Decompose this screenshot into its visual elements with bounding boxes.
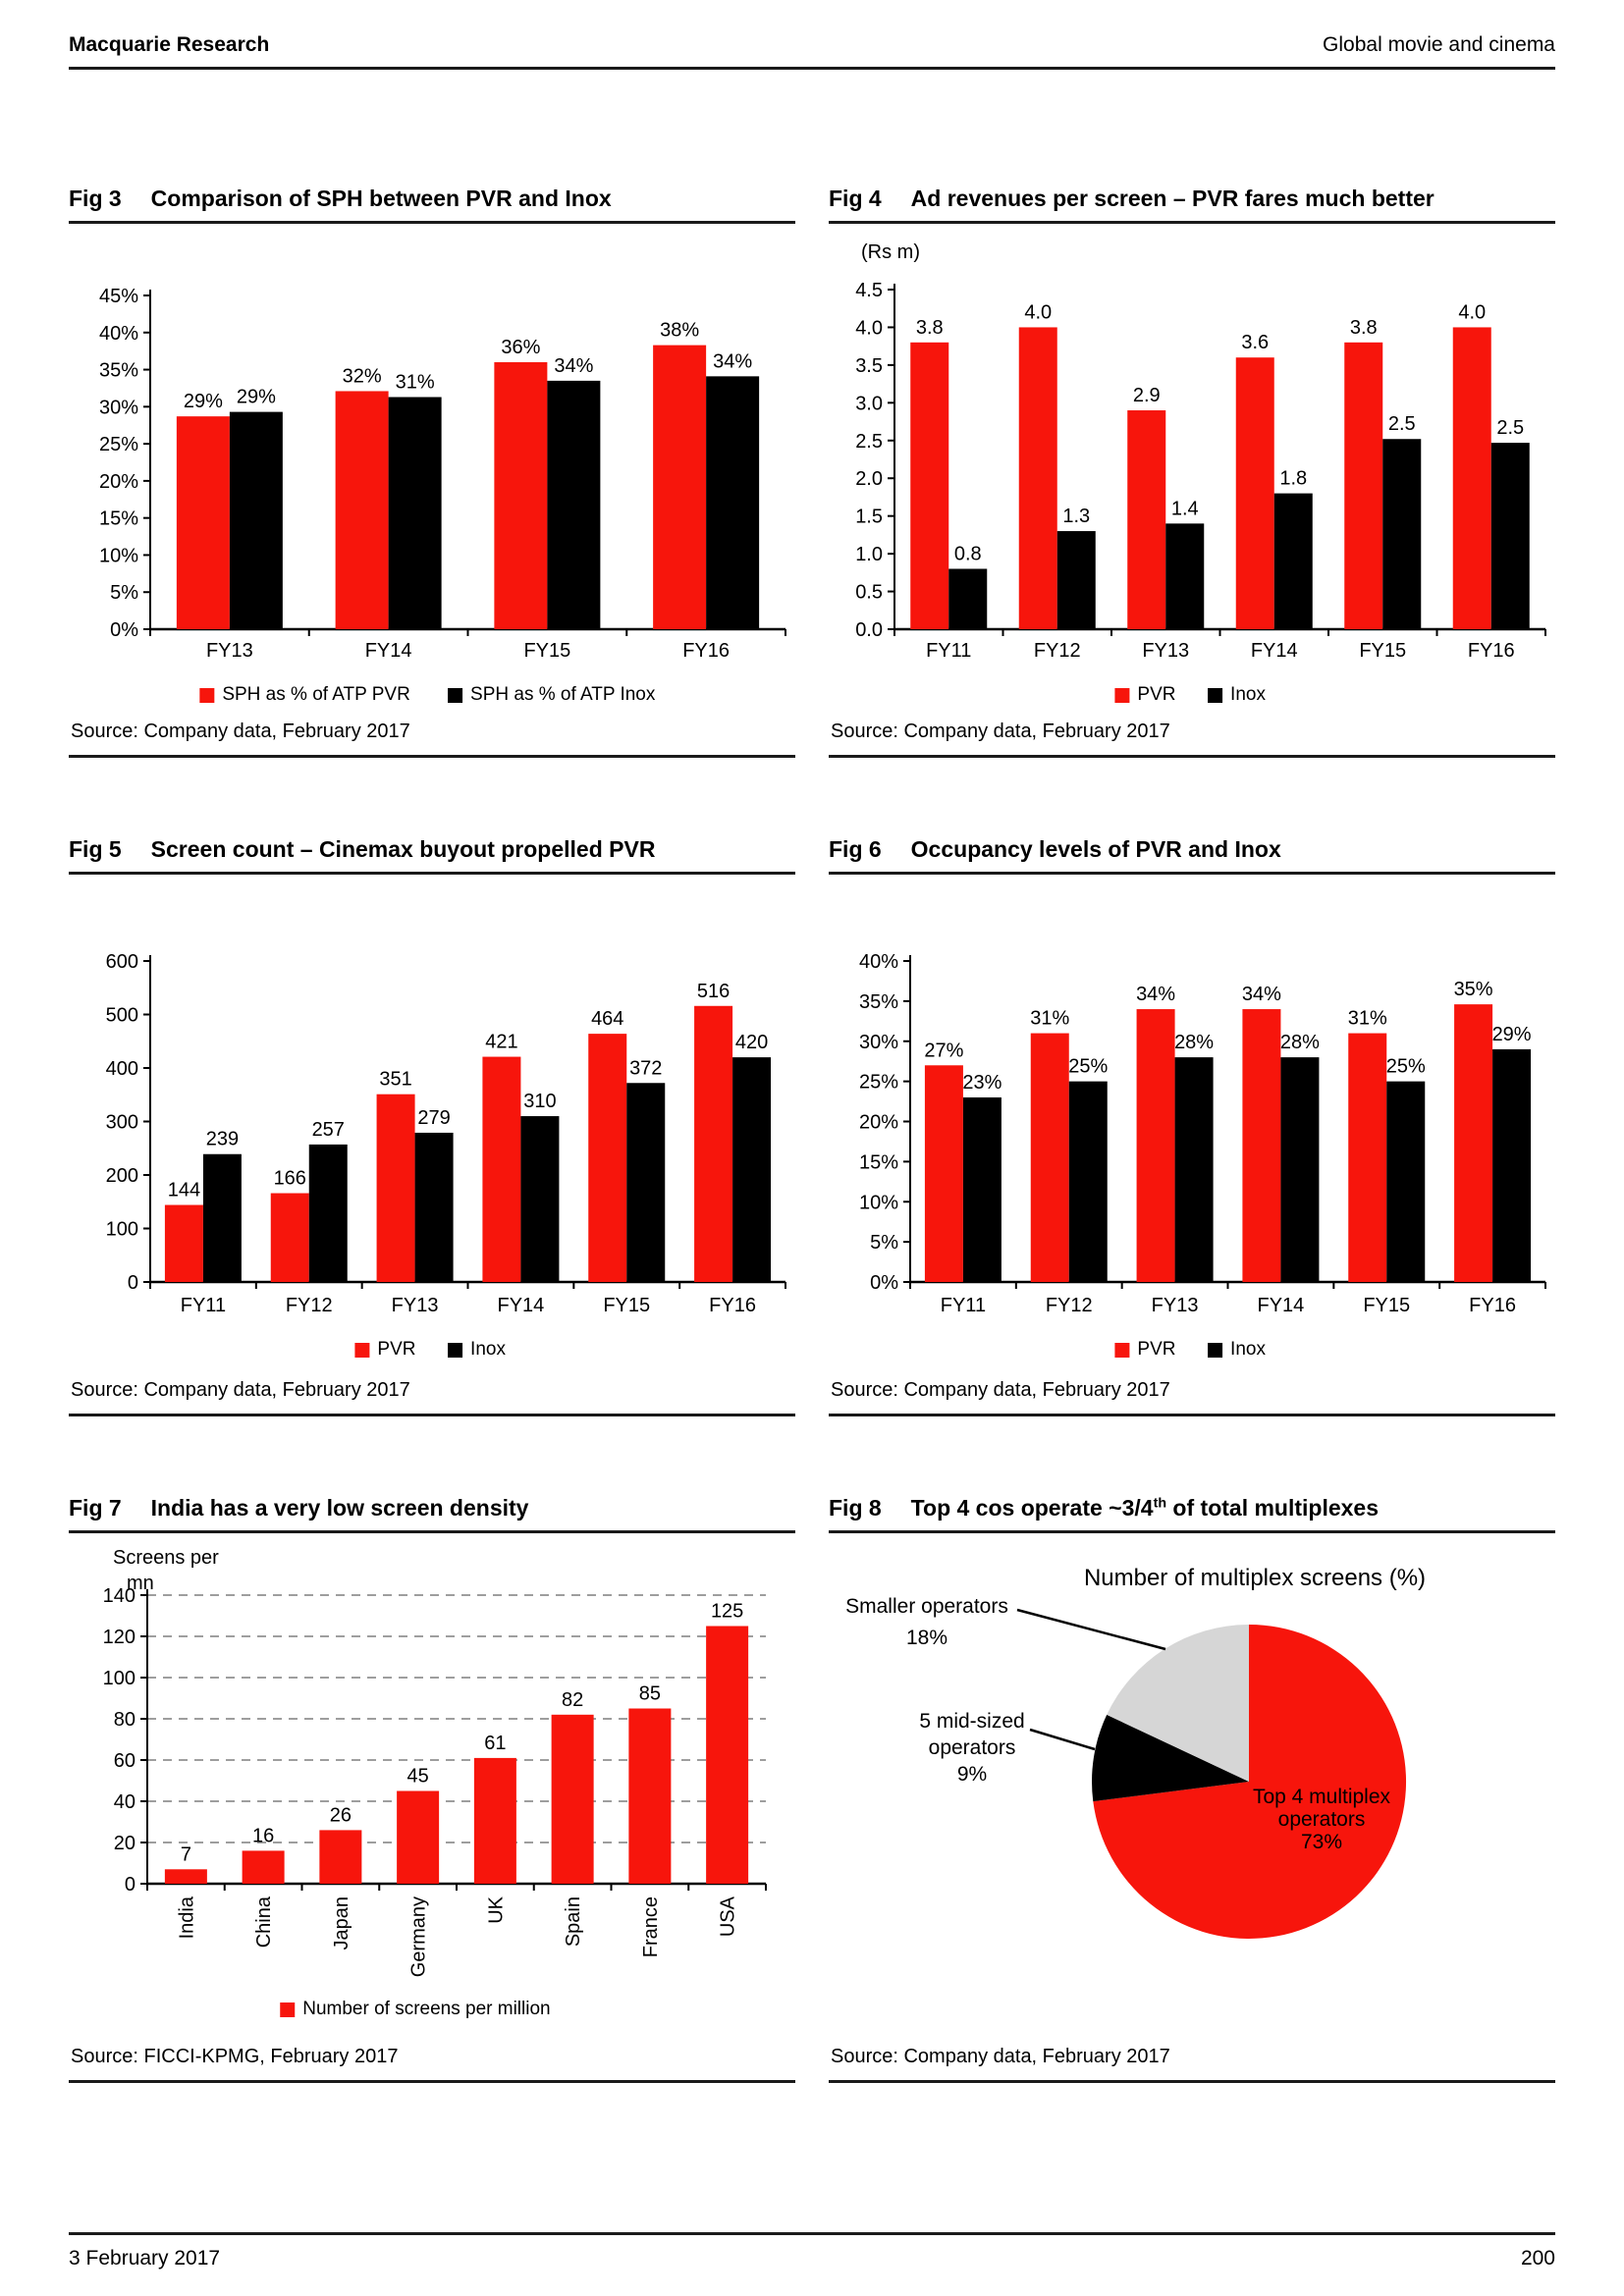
y-tick-label: 20% (98, 470, 138, 493)
slice-label: 9% (956, 1763, 988, 1786)
y-tick-label: 100 (102, 1668, 135, 1689)
bar (520, 1116, 559, 1282)
leader-line (1017, 1610, 1165, 1649)
y-tick-label: 1.5 (855, 506, 883, 528)
category-label: FY15 (523, 640, 571, 662)
y-tick-label: 200 (105, 1165, 138, 1187)
figure-5-label: Fig 5 (69, 836, 122, 862)
value-label: 372 (629, 1057, 663, 1080)
category-label: FY15 (1363, 1295, 1411, 1316)
chart-title: Number of multiplex screens (%) (1083, 1565, 1427, 1591)
figure-3-title (69, 186, 795, 224)
category-label: FY11 (926, 640, 972, 662)
figure-5-title (69, 836, 795, 875)
value-label: 125 (710, 1600, 744, 1623)
category-label: FY14 (364, 640, 412, 662)
figure-6-chart (829, 882, 1555, 1373)
fig5-svg (69, 882, 795, 1373)
value-label: 4.0 (1024, 301, 1053, 324)
legend-label: Number of screens per million (302, 1999, 551, 2019)
axis-title: mn (127, 1573, 154, 1594)
value-label: 516 (696, 980, 731, 1002)
bar (243, 1850, 285, 1884)
bar (1175, 1057, 1214, 1282)
value-label: 27% (924, 1040, 964, 1062)
value-label: 61 (484, 1732, 507, 1754)
bar (1236, 357, 1274, 629)
bar (732, 1057, 771, 1282)
category-label: FY12 (1033, 640, 1081, 662)
value-label: 2.5 (1496, 417, 1525, 440)
y-tick-label: 30% (98, 397, 138, 419)
bar (1057, 531, 1096, 629)
figure-5-heading: Screen count – Cinemax buyout propelled PVR (150, 836, 656, 862)
figure-3-source: Source: Company data, February 2017 (69, 715, 795, 758)
bar (1242, 1009, 1280, 1282)
bar (910, 343, 948, 629)
value-label: 32% (342, 365, 382, 388)
value-label: 3.6 (1241, 332, 1270, 354)
bar (1454, 1004, 1492, 1282)
y-tick-label: 0.5 (855, 581, 883, 604)
value-label: 31% (395, 371, 435, 394)
category-label: FY16 (682, 640, 731, 662)
figure-4-chart (829, 232, 1555, 715)
value-label: 2.5 (1387, 413, 1416, 436)
value-label: 464 (591, 1008, 624, 1031)
legend-swatch (280, 2002, 295, 2017)
y-tick-label: 20 (113, 1833, 135, 1854)
y-tick-label: 140 (102, 1585, 135, 1607)
value-label: 4.0 (1458, 301, 1487, 324)
figure-7-source: Source: FICCI-KPMG, February 2017 (69, 2040, 795, 2083)
header-report-title: Global movie and cinema (1323, 33, 1555, 56)
figure-8-title (829, 1495, 1555, 1533)
y-tick-label: 2.5 (855, 430, 883, 453)
y-tick-label: 40% (858, 951, 898, 973)
figure-4-title (829, 186, 1555, 224)
y-tick-label: 100 (105, 1218, 138, 1241)
figure-4-heading: Ad revenues per screen – PVR fares much better (910, 186, 1435, 211)
category-label: Japan (330, 1896, 352, 1950)
figure-7-label: Fig 7 (69, 1495, 122, 1521)
figure-5 (69, 836, 795, 1416)
y-tick-label: 4.0 (855, 317, 883, 340)
bar (694, 1006, 732, 1282)
legend-swatch (1114, 1343, 1129, 1358)
value-label: 2.9 (1132, 385, 1161, 407)
bar (1031, 1034, 1069, 1282)
figure-6-heading: Occupancy levels of PVR and Inox (910, 836, 1281, 862)
y-tick-label: 45% (98, 286, 138, 307)
legend-swatch (1208, 688, 1222, 703)
figure-8 (829, 1495, 1555, 2083)
y-tick-label: 120 (102, 1627, 135, 1648)
y-tick-label: 0 (124, 1874, 135, 1896)
category-label: FY14 (497, 1295, 545, 1316)
bar (925, 1065, 963, 1282)
slice-label: 18% (905, 1627, 948, 1649)
figure-6 (829, 836, 1555, 1416)
bar (552, 1715, 594, 1884)
value-label: 31% (1030, 1007, 1070, 1030)
fig4-svg (829, 232, 1555, 715)
value-label: 34% (1136, 984, 1176, 1006)
category-label: UK (485, 1896, 508, 1924)
value-label: 34% (1241, 984, 1281, 1006)
value-label: 3.8 (915, 316, 944, 339)
value-label: 16 (252, 1825, 275, 1847)
figure-7-chart (69, 1541, 795, 2040)
bar (1382, 439, 1421, 629)
figure-8-heading-suffix: of total multiplexes (1166, 1495, 1380, 1521)
bar (177, 416, 230, 629)
value-label: 85 (638, 1682, 661, 1705)
y-tick-label: 10% (858, 1192, 898, 1214)
page-footer (69, 2232, 1555, 2270)
category-label: FY15 (1359, 640, 1407, 662)
value-label: 34% (713, 350, 753, 373)
bar (626, 1083, 665, 1282)
category-label: FY16 (1469, 1295, 1516, 1316)
bar (415, 1133, 454, 1282)
figure-4-source: Source: Company data, February 2017 (829, 715, 1555, 758)
y-tick-label: 15% (858, 1151, 898, 1174)
y-tick-label: 3.5 (855, 354, 883, 377)
value-label: 0.8 (953, 543, 982, 565)
figure-4 (829, 186, 1555, 758)
figure-6-label: Fig 6 (829, 836, 882, 862)
value-label: 25% (1385, 1055, 1426, 1078)
category-label: FY13 (1142, 640, 1190, 662)
legend-label: PVR (1137, 1339, 1176, 1360)
value-label: 29% (1491, 1023, 1532, 1045)
value-label: 7 (180, 1843, 191, 1866)
value-label: 28% (1174, 1032, 1215, 1054)
y-tick-label: 35% (858, 990, 898, 1013)
y-tick-label: 40% (98, 322, 138, 345)
bar (1069, 1082, 1108, 1282)
value-label: 25% (1068, 1055, 1109, 1078)
bar (494, 362, 547, 629)
value-label: 421 (485, 1031, 518, 1053)
bar (1127, 410, 1165, 629)
category-label: FY16 (1467, 640, 1515, 662)
y-tick-label: 25% (858, 1071, 898, 1094)
slice-label: 5 mid-sized (919, 1710, 1025, 1733)
figure-7 (69, 1495, 795, 2083)
value-label: 166 (273, 1167, 306, 1190)
y-tick-label: 20% (858, 1111, 898, 1134)
legend-label: Inox (1230, 684, 1266, 705)
bar (1348, 1034, 1386, 1282)
bar (588, 1034, 626, 1282)
value-label: 1.8 (1279, 467, 1308, 490)
figure-8-heading-superscript: th (1153, 1495, 1167, 1512)
value-label: 257 (311, 1118, 345, 1141)
y-tick-label: 600 (105, 951, 138, 973)
y-tick-label: 30% (858, 1031, 898, 1053)
legend-label: PVR (377, 1339, 416, 1360)
y-tick-label: 3.0 (855, 393, 883, 415)
legend-label: SPH as % of ATP Inox (470, 684, 656, 705)
axis-title: (Rs m) (861, 241, 920, 263)
figure-6-title (829, 836, 1555, 875)
y-tick-label: 2.0 (855, 468, 883, 491)
bar (948, 568, 987, 629)
y-tick-label: 35% (98, 359, 138, 382)
category-label: USA (717, 1896, 739, 1938)
category-label: FY12 (285, 1295, 333, 1316)
value-label: 34% (554, 354, 594, 377)
bar (1274, 494, 1313, 629)
bar (165, 1205, 203, 1282)
legend-swatch (448, 688, 462, 703)
bar (482, 1057, 520, 1282)
bar (336, 391, 389, 629)
figure-6-source: Source: Company data, February 2017 (829, 1373, 1555, 1416)
figure-7-heading: India has a very low screen density (150, 1495, 529, 1521)
y-tick-label: 500 (105, 1004, 138, 1027)
bar (547, 381, 600, 629)
legend-swatch (354, 1343, 369, 1358)
figure-3-heading: Comparison of SPH between PVR and Inox (150, 186, 612, 211)
y-tick-label: 15% (98, 507, 138, 530)
value-label: 239 (205, 1128, 240, 1150)
bar (203, 1154, 242, 1282)
fig3-svg (69, 232, 795, 715)
category-label: FY14 (1257, 1295, 1305, 1316)
category-label: India (176, 1896, 198, 1940)
value-label: 31% (1347, 1007, 1387, 1030)
footer-page-number: 200 (1520, 2247, 1555, 2269)
value-label: 144 (167, 1179, 201, 1201)
value-label: 3.8 (1349, 316, 1378, 339)
bar (1453, 327, 1491, 629)
value-label: 351 (379, 1068, 412, 1091)
figure-8-chart (829, 1541, 1555, 2040)
y-tick-label: 25% (98, 434, 138, 456)
legend-label: SPH as % of ATP PVR (222, 684, 410, 705)
bar (1280, 1057, 1319, 1282)
figure-3-chart (69, 232, 795, 715)
figure-4-label: Fig 4 (829, 186, 882, 211)
y-tick-label: 0 (127, 1272, 138, 1294)
legend-swatch (1114, 688, 1129, 703)
category-label: FY15 (603, 1295, 651, 1316)
value-label: 1.3 (1062, 506, 1091, 528)
figure-8-source: Source: Company data, February 2017 (829, 2040, 1555, 2083)
figure-8-heading-prefix: Top 4 cos operate ~3/4 (910, 1495, 1154, 1521)
bar (389, 398, 442, 629)
value-label: 420 (734, 1032, 769, 1054)
bar (1165, 523, 1204, 629)
category-label: FY13 (1151, 1295, 1199, 1316)
header-brand: Macquarie Research (69, 33, 270, 56)
y-tick-label: 0% (870, 1272, 898, 1294)
category-label: China (253, 1896, 276, 1949)
bar (474, 1758, 516, 1884)
bar (628, 1709, 671, 1885)
bar (1344, 343, 1382, 629)
value-label: 23% (962, 1071, 1002, 1094)
category-label: France (639, 1896, 662, 1958)
legend-swatch (199, 688, 214, 703)
bar (653, 346, 706, 629)
value-label: 36% (501, 337, 541, 358)
slice-label: operators (928, 1736, 1016, 1759)
y-tick-label: 400 (105, 1058, 138, 1080)
category-label: Germany (407, 1896, 430, 1978)
bar (165, 1869, 207, 1884)
figure-5-chart (69, 882, 795, 1373)
category-label: FY16 (709, 1295, 756, 1316)
value-label: 29% (183, 391, 223, 413)
leader-line (1030, 1730, 1095, 1749)
category-label: FY13 (391, 1295, 439, 1316)
bar (1491, 443, 1530, 629)
value-label: 279 (417, 1106, 451, 1129)
y-tick-label: 5% (110, 582, 138, 605)
category-label: FY13 (205, 640, 253, 662)
slice-label: Smaller operators (845, 1595, 1008, 1618)
figure-3-label: Fig 3 (69, 186, 122, 211)
legend-swatch (448, 1343, 462, 1358)
y-tick-label: 40 (113, 1791, 135, 1813)
value-label: 45 (406, 1765, 429, 1788)
bar (309, 1145, 348, 1282)
figure-8-label: Fig 8 (829, 1495, 882, 1521)
slice-label: 73% (1300, 1831, 1343, 1853)
legend-label: Inox (470, 1339, 506, 1360)
category-label: FY12 (1045, 1295, 1093, 1316)
value-label: 82 (562, 1688, 584, 1711)
value-label: 310 (523, 1091, 557, 1113)
bar (1019, 327, 1057, 629)
legend-label: PVR (1137, 684, 1176, 705)
value-label: 38% (660, 319, 700, 342)
category-label: FY14 (1250, 640, 1298, 662)
bar (963, 1097, 1001, 1282)
fig7-svg (69, 1541, 795, 2040)
y-tick-label: 5% (870, 1232, 898, 1255)
y-tick-label: 10% (98, 545, 138, 567)
value-label: 26 (329, 1804, 352, 1827)
y-tick-label: 0% (110, 619, 138, 641)
bar (230, 412, 283, 629)
y-tick-label: 0.0 (855, 619, 883, 641)
value-label: 35% (1453, 979, 1493, 1001)
bar (397, 1791, 439, 1885)
footer-date: 3 February 2017 (69, 2247, 221, 2269)
figure-3 (69, 186, 795, 758)
bar (706, 1627, 748, 1885)
axis-title: Screens per (113, 1547, 219, 1569)
bar (377, 1095, 415, 1282)
y-tick-label: 4.5 (855, 280, 883, 301)
y-tick-label: 80 (113, 1709, 135, 1731)
figure-5-source: Source: Company data, February 2017 (69, 1373, 795, 1416)
category-label: FY11 (180, 1295, 227, 1316)
figures-grid (69, 186, 1555, 2083)
fig6-svg (829, 882, 1555, 1373)
category-label: Spain (563, 1896, 585, 1948)
category-label: FY11 (940, 1295, 987, 1316)
y-tick-label: 1.0 (855, 544, 883, 566)
value-label: 29% (236, 386, 276, 408)
y-tick-label: 300 (105, 1111, 138, 1134)
bar (319, 1830, 361, 1884)
value-label: 1.4 (1170, 498, 1199, 520)
figure-7-title (69, 1495, 795, 1533)
bar (1386, 1082, 1425, 1282)
bar (1492, 1049, 1531, 1282)
slice-label: operators (1277, 1808, 1366, 1831)
bar (706, 376, 759, 629)
legend-label: Inox (1230, 1339, 1266, 1360)
slice-label: Top 4 multiplex (1252, 1786, 1391, 1808)
value-label: 28% (1279, 1032, 1320, 1054)
legend-swatch (1208, 1343, 1222, 1358)
bar (1137, 1009, 1175, 1282)
y-tick-label: 60 (113, 1750, 135, 1772)
page-header (69, 33, 1555, 70)
fig8-svg (829, 1541, 1555, 2040)
figure-8-heading (911, 1495, 1379, 1522)
bar (271, 1194, 309, 1282)
